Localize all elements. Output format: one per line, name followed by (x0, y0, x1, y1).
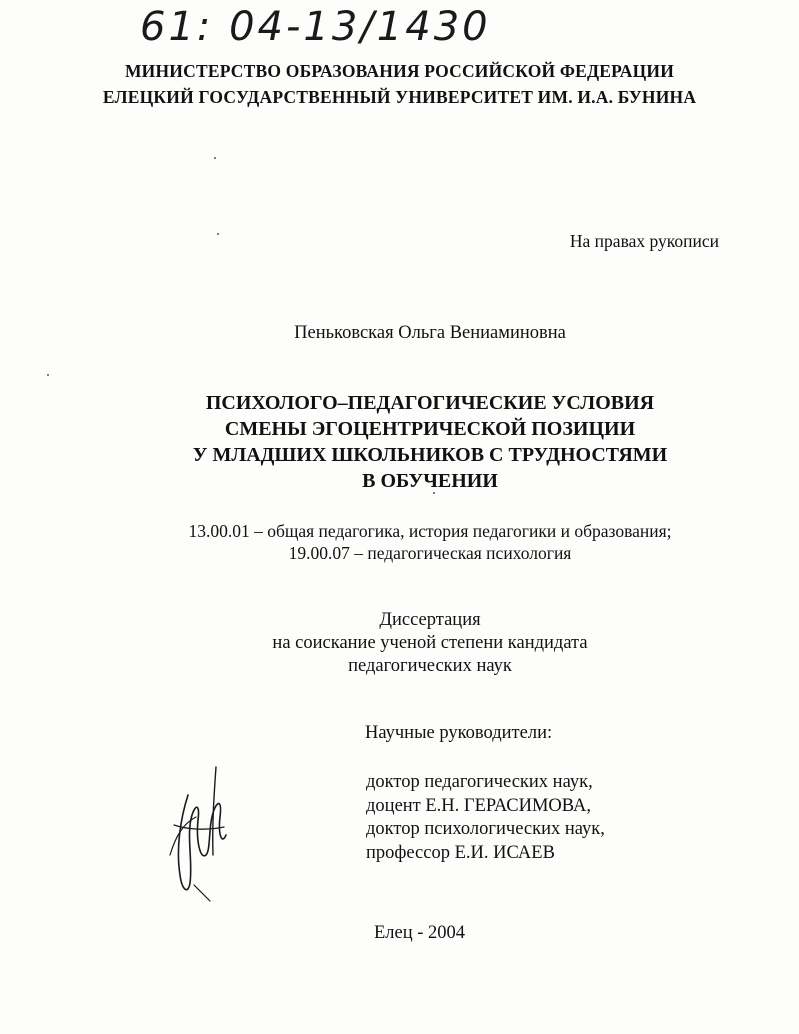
author-name: Пеньковская Ольга Вениаминовна (294, 323, 566, 343)
ministry-name: МИНИСТЕРСТВО ОБРАЗОВАНИЯ РОССИЙСКОЙ ФЕДЕРАЦИИ (124, 61, 675, 81)
supervisor-line: доцент Е.Н. ГЕРАСИМОВА, (366, 795, 591, 816)
degree-line: педагогических наук (348, 656, 512, 676)
manuscript-note: На правах рукописи (569, 231, 719, 251)
scan-speck (433, 492, 435, 494)
place-and-year: Елец - 2004 (374, 923, 466, 943)
degree-line: на соискание ученой степени кандидата (272, 633, 588, 653)
institution-header (0, 58, 799, 110)
title-line: В ОБУЧЕНИИ (362, 470, 498, 492)
scan-speck (47, 374, 49, 376)
specialty-line: 13.00.01 – общая педагогика, история педагогики и образования; (188, 521, 672, 541)
supervisors-list (366, 771, 605, 865)
supervisor-line: доктор психологических наук, (366, 819, 605, 839)
signature-icon (166, 765, 246, 905)
title-line: ПСИХОЛОГО–ПЕДАГОГИЧЕСКИЕ УСЛОВИЯ (205, 392, 655, 414)
title-line: СМЕНЫ ЭГОЦЕНТРИЧЕСКОЙ ПОЗИЦИИ (224, 418, 636, 440)
scan-speck (217, 233, 219, 235)
university-name: ЕЛЕЦКИЙ ГОСУДАРСТВЕННЫЙ УНИВЕРСИТЕТ ИМ. И.А. БУНИНА (102, 87, 697, 107)
title-line: У МЛАДШИХ ШКОЛЬНИКОВ С ТРУДНОСТЯМИ (192, 444, 668, 466)
specialty-line: 19.00.07 – педагогическая психология (288, 543, 572, 563)
specialty-codes (0, 520, 799, 564)
dissertation-title (0, 390, 799, 494)
degree-statement (0, 609, 799, 678)
supervisor-line: доктор педагогических наук, (366, 772, 593, 792)
scan-speck (214, 157, 216, 159)
degree-line: Диссертация (379, 610, 481, 630)
handwritten-catalog-number: 61: 04-13/1430 (140, 4, 491, 50)
supervisors-heading: Научные руководители: (365, 723, 553, 743)
supervisor-line: профессор Е.И. ИСАЕВ (366, 842, 555, 863)
